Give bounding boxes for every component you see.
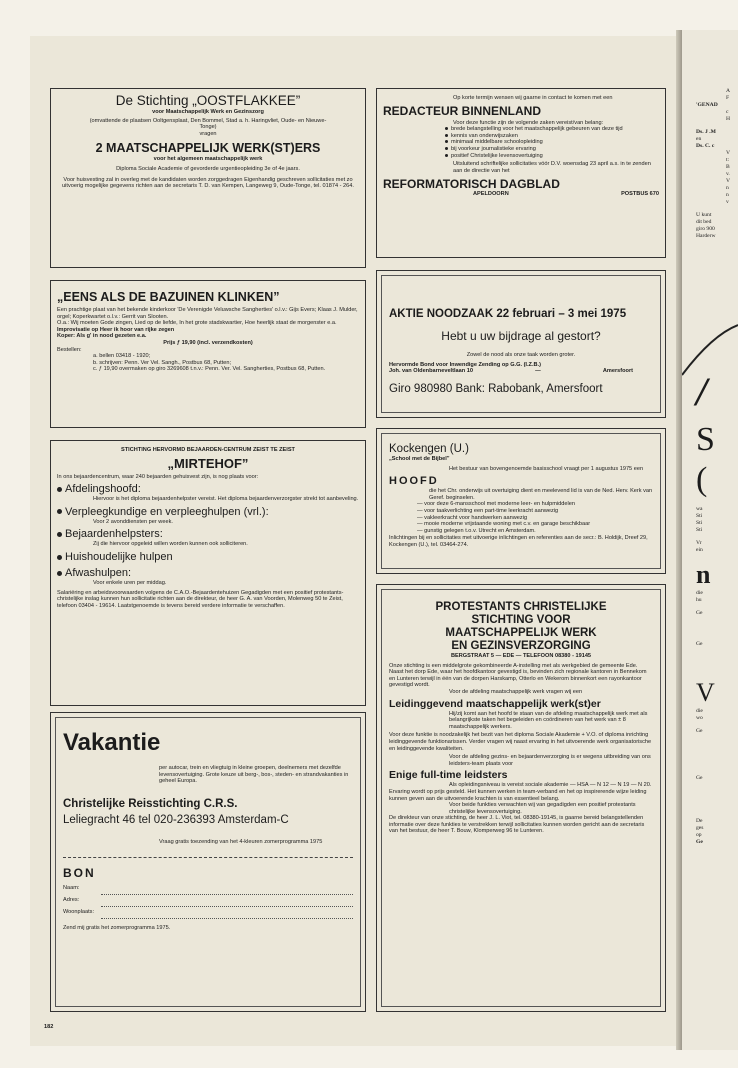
req-item: die het Chr. onderwijs uit overtuiging dient en meelevend lid is van de Ned. Herv. Kerk van Geref. beginselen. — [429, 488, 653, 501]
ad-mirtehof — [50, 440, 366, 706]
coupon-footer: Zend mij gratis het zomerprogramma 1975. — [63, 925, 171, 932]
right-text: V — [726, 178, 731, 184]
ad-org: Christelijke Reisstichting C.R.S. — [63, 797, 238, 810]
ad-footer: Salariëring en arbeidsvoorwaarden volgens de C.A.O.-Bejaardentehuizen Gegadigden met een positief protestants-christelijke inslag kunnen hun sollicitatie richten aan de direkteur, de heer G. A. van Voorden, Molenweg 50 te Zeist, telefoon 03404 - 19614. Laatstgenoemde is tevens bereid verdere informatie te verschaffen. — [57, 589, 344, 609]
ad-text: Improvisatie op Heer ik hoor van rijke zegen — [57, 326, 175, 333]
right-text: dit bed — [696, 219, 712, 225]
ad-title: AKTIE NOODZAAK 22 februari – 3 mei 1975 — [389, 308, 627, 320]
ad-text: Voor deze functie zijn de volgende zaken vereist/van belang: — [453, 119, 604, 126]
job-desc: Voor 2 avonddiensten per week. — [93, 518, 173, 525]
ad-giro: Giro 980980 Bank: Rabobank, Amersfoort — [389, 382, 603, 395]
ad-text: Bestellen: — [57, 346, 82, 353]
right-text: Sti — [696, 520, 703, 526]
ad-paper: REFORMATORISCH DAGBLAD — [383, 177, 560, 192]
ad-price: Prijs ƒ 19,90 (incl. verzendkosten) — [163, 339, 253, 346]
ad-text: Voor deze funktie is noodzakelijk het bezit van het diploma Sociale Akademie + V.O. of diploma inrichting leidinggevende funktionarissen. Verder vragen wij naast ervaring in het uitvoerende werk organisatorische en leidinggevende kwaliteiten. — [389, 732, 652, 752]
req-item: — voor deze 6-mansschool met moderne leer- en hulpmiddelen — [417, 501, 575, 508]
adjacent-page — [682, 30, 738, 1050]
ad-title: EN GEZINSVERZORGING — [451, 640, 591, 652]
job-item: Huishoudelijke hulpen — [57, 550, 359, 564]
ad-text: Koper: Als g' in nood gezeten e.a. — [57, 333, 147, 340]
job-desc: Hiervoor is het diploma bejaardenhelpster vereist. Het diploma bejaardenverzorgster strekt tot aanbeveling. — [93, 496, 359, 503]
right-big-letter: ( — [696, 461, 708, 498]
ad-text: De direkteur van onze stichting, de heer J. L. Viot, tel. 08380-19145, is gaarne bereid belangstellenden informatie over deze funkties te verstrekken terwijl sollicitaties kunnen worden gericht aan de secretaris van het bestuur, de heer T. Bouw, Klomperweg 96 te Lunteren. — [389, 815, 645, 835]
ad-text: (omvattende de plaatsen Ooltgensplaat, Den Bommel, Stad a. h. Haringvliet, Oude- en Nieuwe-Tonge) — [89, 117, 327, 131]
bullet-icon — [57, 555, 62, 560]
job-desc: Voor enkele uren per middag. — [93, 579, 167, 586]
right-text: Harderw — [696, 233, 716, 239]
ad-redacteur — [376, 88, 666, 258]
bullet-icon — [445, 134, 448, 137]
req-item: — vakleerkracht voor handwerken aanwezig — [417, 514, 528, 521]
right-text: Sti — [696, 513, 703, 519]
right-text: B — [726, 164, 730, 170]
ad-footer: APELDOORN POSTBUS 670 — [473, 191, 659, 198]
bullet-icon — [445, 127, 448, 130]
coupon-title: BON — [63, 866, 96, 881]
ad-title: „EENS ALS DE BAZUINEN KLINKEN” — [57, 290, 280, 304]
job-item: Verpleegkundige en verpleeghulpen (vrl.): — [57, 505, 359, 519]
ad-text: Voor huisvesting zal in overleg met de kandidaten worden zorggedragen Eigenhandig geschreven sollicitaties met zo uitvoerig mogelijke gegevens richten aan de secretaris T. D. van Kempen, Langeweg 9, Oude-Tonge, tel. 01874 - 264. — [62, 176, 354, 190]
job-item: Bejaardenhelpsters: — [57, 527, 359, 541]
job-desc: Zij die hiervoor opgeleid willen worden kunnen ook solliciteren. — [93, 541, 248, 548]
ad-text: In ons bejaardencentrum, waar 240 bejaarden gehuisvest zijn, is nog plaats voor: — [57, 473, 259, 480]
ad-text: Vraag gratis toezending van het 4-kleuren zomerprogramma 1975 — [159, 838, 323, 845]
right-text: t: — [726, 157, 730, 163]
req-item: kennis van onderwijszaken — [383, 133, 659, 140]
ad-oostflakkee — [50, 88, 366, 268]
ad-heading: Leidinggevend maatschappelijk werk(st)er — [389, 697, 601, 710]
req-item: — mooie moderne vrijstaande woning met c.v. en garage beschikbaar — [417, 521, 591, 528]
ad-top: STICHTING HERVORMD BEJAARDEN-CENTRUM ZEIST TE ZEIST — [121, 447, 295, 453]
ad-question: Hebt u uw bijdrage al gestort? — [441, 329, 601, 343]
ad-title: STICHTING VOOR — [471, 614, 571, 626]
ad-text: Hij/zij komt aan het hoofd te staan van de afdeling maatschappelijk werk met als belangrijkste taken het begeleiden en coördineren van het werk van ± 8 maatschappelijk werkers. — [449, 710, 648, 730]
ad-text: Diploma Sociale Academie of gevorderde urgentieopleiding 3e of 4e jaars. — [116, 165, 300, 172]
ad-title: MAATSCHAPPELIJK WERK — [445, 627, 597, 639]
ad-text: Uitsluitend schriftelijke sollicitaties vóór D.V. woensdag 23 april a.s. in te zenden aan de directie van het — [453, 161, 651, 174]
right-text: Sti — [696, 527, 703, 533]
ad-text: per autocar, trein en vliegtuig in kleine groepen, deelnemers met dezelfde levensovertuiging. Grote keuze uit berg-, bos-, steden- en strandvakanties in geheel Europa. — [159, 765, 349, 785]
right-text: op — [696, 832, 702, 838]
right-text: n — [726, 192, 729, 198]
right-text: Ds. C. c — [696, 143, 715, 149]
right-text: en — [696, 136, 702, 142]
ad-order: c. ƒ 19,90 overmaken op giro 3269608 t.n.v.: Penn. Ver. Vel. Sangherties, Postbus 68, Putten. — [93, 366, 326, 373]
ad-text: Voor de afdeling gezins- en bejaardenverzorging is er wegens uitbreiding van ons leidsters-team plaats voor — [449, 754, 651, 767]
req-item: — voor taakverlichting een part-time leerkracht aanwezig — [417, 507, 559, 514]
right-text: wo — [696, 715, 703, 721]
ad-title: „MIRTEHOF” — [167, 455, 249, 471]
coupon-field-name[interactable]: Naam: — [63, 885, 353, 897]
ad-order: b. schrijven: Penn. Ver Vel. Sangh., Postbus 68, Putten; — [93, 359, 232, 366]
ad-pcswg — [376, 584, 666, 1012]
ad-footer: Inlichtingen bij en sollicitaties met uitvoerige inlichtingen en referenties aan de secr.: B. Holdijk, Dreef 29, Kockengen (U.), tel. 03464-274. — [389, 535, 648, 548]
right-text: die — [696, 590, 703, 596]
right-text: Ge — [696, 775, 703, 781]
ad-heading: Enige full-time leidsters — [389, 769, 508, 782]
ad-text: vragen — [199, 130, 217, 137]
right-text: Ge — [696, 610, 703, 616]
ad-kockengen — [376, 428, 666, 574]
ad-text: Op korte termijn wensen wij gaarne in contact te komen met een — [453, 95, 613, 101]
bullet-icon — [445, 140, 448, 143]
right-text: v — [726, 199, 729, 205]
req-item: brede belangstelling voor het maatschappelijk gebeuren van deze tijd — [383, 126, 659, 133]
cut-line — [63, 857, 353, 858]
ad-addr: Joh. van Oldenbarneveltlaan 10 — Amersfoort — [389, 368, 633, 375]
right-big-letter: S — [696, 421, 715, 458]
ad-heading: HOOFD — [389, 475, 439, 488]
bullet-icon — [445, 154, 448, 157]
ad-text: Voor beide funkties verwachten wij van gegadigden een positief protestants christelijke levensovertuiging. — [449, 802, 636, 815]
page-number: 182 — [44, 1024, 54, 1030]
ad-order: a. bellen 03418 - 1920; — [93, 353, 151, 360]
ad-title: Vakantie — [63, 729, 161, 756]
ad-org: Hervormde Bond voor Inwendige Zending op G.G. (I.Z.B.) — [389, 361, 541, 368]
right-text: Ge — [696, 728, 703, 734]
right-big-letter: / — [696, 369, 708, 414]
ad-text: Onze stichting is een middelgrote gekombineerde A-instelling met als werkgebied de gemeente Ede. Naast het dorp Ede, waar het hoofdkantoor gevestigd is, bevinden zich regionale kantoren in Bennekom en Lunteren terwijl in één van de dorpen Harskamp, Otterlo en Wekerom binnenkort een rayonkantoor gevestigd wordt. — [389, 662, 647, 689]
ad-text: Als opleidingsniveau is vereist sociale akademie — HSA — N 12 — N 19 — N 20. — [449, 782, 652, 789]
right-text: V — [726, 150, 731, 156]
ad-text: Het bestuur van bovengenoemde basisschool vraagt per 1 augustus 1975 een — [449, 465, 644, 472]
ad-title: PROTESTANTS CHRISTELIJKE — [435, 601, 607, 613]
right-text: n — [726, 185, 729, 191]
right-text: Ge — [696, 641, 703, 647]
ad-title: De Stichting „OOSTFLAKKEE” — [115, 93, 301, 108]
right-big-letter: n — [696, 560, 711, 589]
right-text: ein — [696, 547, 703, 553]
right-text: F — [726, 95, 730, 101]
coupon-field-city[interactable]: Woonplaats: — [63, 909, 353, 921]
ad-text: Ervaring wordt op prijs gesteld. Het kunnen werken in team-verband en het op inspirerende wijze leiding kunnen geven aan de uitvoerende krachten is van essentieel belang. — [389, 788, 647, 802]
right-text: hu — [696, 597, 702, 603]
ad-subtitle: voor Maatschappelijk Werk en Gezinszorg — [152, 109, 264, 115]
req-item: — gunstig gelegen t.o.v. Utrecht en Amsterdam. — [417, 527, 536, 534]
right-text: Ge — [696, 839, 703, 845]
coupon-field-address[interactable]: Adres: — [63, 897, 353, 909]
req-item: positief Christelijke levensovertuiging — [383, 153, 659, 160]
ad-title: Kockengen (U.) — [389, 443, 469, 455]
right-text: De — [696, 818, 703, 824]
right-text: giro 900 — [696, 226, 715, 232]
job-item: Afwashulpen: — [57, 566, 359, 580]
ad-title: REDACTEUR BINNENLAND — [383, 103, 541, 118]
ad-addr: BERGSTRAAT 5 — EDE — TELEFOON 08380 - 19145 — [450, 653, 592, 659]
right-text: Ds. J .M — [696, 129, 716, 135]
ad-bazuinen — [50, 280, 366, 428]
right-text: U kunt — [696, 212, 712, 218]
right-text: A — [726, 88, 731, 94]
ad-school: „School met de Bijbel” — [389, 456, 450, 462]
right-big-letter: V — [696, 678, 715, 707]
ad-text: Een prachtige plaat van het bekende kinderkoor 'De Verenigde Veluwsche Sangherties' o.l.v.: Gijs Evers; Klaas J. Mulder, orgel; Koperkwartet o.l.v.: Gerrit van Slooten. — [57, 307, 358, 320]
req-item: minimaal middelbare schoolopleiding — [383, 139, 659, 146]
ad-addr: Leliegracht 46 tel 020-236393 Amsterdam-C — [63, 813, 289, 826]
bullet-icon — [445, 147, 448, 150]
bullet-icon — [57, 532, 62, 537]
ad-text: Voor de afdeling maatschappelijk werk vragen wij een — [449, 688, 583, 695]
right-text: wa — [696, 506, 703, 512]
req-item: bij voorkeur journalistieke ervaring — [383, 146, 659, 153]
right-text: 'GENAD — [696, 102, 718, 108]
bullet-icon — [57, 571, 62, 576]
right-text: H — [726, 116, 731, 122]
ad-text: Zowel de nood als onze taak worden groter. — [466, 352, 576, 358]
right-text: c — [726, 109, 729, 115]
right-text: die — [696, 708, 703, 714]
ad-vakantie — [50, 712, 366, 1012]
right-text: v. — [726, 171, 730, 177]
ad-heading: 2 MAATSCHAPPELIJK WERK(ST)ERS — [95, 141, 321, 156]
bullet-icon — [57, 487, 62, 492]
right-text: ges — [696, 825, 704, 831]
right-text: Vr — [696, 540, 702, 546]
ad-text: O.a.: Wij moeten Gode zingen, Lied op de liefde, In het grote stadskwartier, Hoe heerlijk staat de morgenster e.a. — [57, 320, 337, 327]
ad-noodzaak — [376, 270, 666, 418]
ad-text: voor het algemeen maatschappelijk werk — [153, 156, 263, 163]
job-item: Afdelingshoofd: — [57, 482, 359, 496]
bullet-icon — [57, 509, 62, 514]
